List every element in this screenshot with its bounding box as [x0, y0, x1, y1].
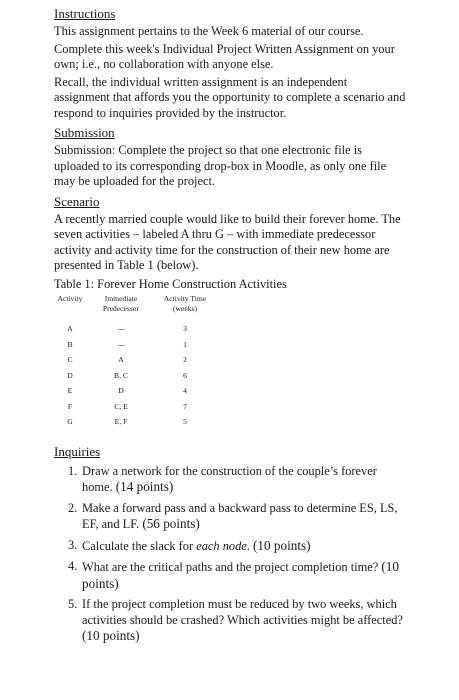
- item-number: 5.: [68, 597, 78, 611]
- item-text: Calculate the slack for: [82, 538, 197, 553]
- cell-activity: E: [67, 386, 73, 395]
- instructions-heading: Instructions: [54, 6, 116, 21]
- list-item: [54, 464, 406, 496]
- submission-heading: Submission: [54, 125, 115, 140]
- cell-activity: F: [67, 401, 73, 411]
- cell-predecessor: C, E: [114, 401, 128, 411]
- cell-predecessor: A: [118, 355, 124, 364]
- cell-activity: A: [67, 324, 73, 333]
- item-number: 3.: [68, 537, 78, 552]
- cell-time: 7: [183, 401, 187, 411]
- scenario-heading: Scenario: [54, 193, 100, 209]
- col-header-predecessor-line1: Immediate: [104, 294, 138, 303]
- cell-activity: D: [67, 370, 73, 380]
- instructions-paragraph-1: This assignment pertains to the Week 6 material of our course.: [54, 24, 364, 38]
- table-row: [54, 337, 214, 353]
- cell-activity: C: [67, 355, 73, 364]
- col-header-activity-time: [156, 294, 214, 313]
- table-caption: Table 1: Forever Home Construction Activities: [54, 276, 287, 291]
- col-header-activity: Activity: [57, 294, 83, 303]
- cell-time: 2: [183, 355, 187, 364]
- table-row: [54, 414, 214, 430]
- instructions-paragraph-3: Recall, the individual written assignment is an independent assignment that affords you the opportunity to complete a scenario and respond to inquiries provided by the instructor.: [54, 74, 406, 120]
- item-text: Draw a network for the construction of the couple’s forever home.: [82, 463, 377, 494]
- item-points: (10 points): [82, 628, 140, 643]
- cell-predecessor: E, F: [114, 417, 128, 426]
- col-header-predecessor-line2: Predecessor: [102, 303, 140, 313]
- col-header-time-line2: (weeks): [172, 303, 198, 313]
- item-points: (56 points): [142, 516, 200, 531]
- submission-paragraph: Submission: Complete the project so that one electronic file is uploaded to its corresponding drop-box in Moodle, as only one file may be uploaded for the project.: [54, 143, 387, 188]
- list-item: [54, 597, 406, 645]
- col-header-time-line1: Activity Time: [163, 294, 207, 303]
- inquiries-heading: Inquiries: [54, 443, 101, 459]
- cell-predecessor: ---: [117, 324, 125, 333]
- table-row: [54, 383, 214, 399]
- cell-predecessor: ---: [117, 339, 125, 349]
- cell-time: 4: [183, 386, 187, 395]
- table-row: [54, 321, 214, 337]
- table-row: [54, 399, 214, 415]
- col-header-predecessor: [86, 294, 156, 313]
- item-emphasis: each node: [196, 538, 247, 553]
- scenario-paragraph: A recently married couple would like to build their forever home. The seven activities – labeled A thru G – with immediate predecessor activity and activity time for the construction of their new home are presented in Table 1 (below).: [54, 211, 401, 272]
- cell-predecessor: B, C: [114, 370, 128, 380]
- cell-time: 5: [183, 417, 187, 426]
- item-points: (10 points): [82, 559, 399, 591]
- list-item: [54, 501, 406, 533]
- cell-predecessor: D: [118, 386, 124, 395]
- item-number: 2.: [68, 500, 78, 515]
- table-row: [54, 368, 214, 384]
- table-row: [54, 352, 214, 368]
- assignment-document: [54, 6, 406, 650]
- item-text-after: .: [246, 538, 254, 553]
- item-text: If the project completion must be reduced by two weeks, which activities should be crashed? Which activities might be affected?: [82, 597, 403, 627]
- list-item: [54, 559, 406, 592]
- item-number: 4.: [68, 559, 78, 573]
- item-points: (10 points): [253, 537, 311, 553]
- list-item: [54, 538, 406, 555]
- item-number: 1.: [68, 463, 78, 478]
- instructions-paragraph-2: Complete this week's Individual Project Written Assignment on your own; i.e., no collaboration with anyone else.: [54, 41, 395, 71]
- cell-activity: G: [67, 417, 73, 426]
- cell-activity: B: [67, 339, 73, 349]
- cell-time: 6: [183, 370, 187, 380]
- item-points: (14 points): [115, 479, 174, 494]
- inquiries-list: [54, 464, 406, 645]
- cell-time: 3: [183, 324, 187, 333]
- item-text: Make a forward pass and a backward pass to determine ES, LS, EF, and LF.: [82, 500, 398, 531]
- activities-table: [54, 294, 214, 430]
- item-text: What are the critical paths and the project completion time?: [82, 560, 382, 574]
- cell-time: 1: [183, 339, 187, 349]
- table-header-row: [54, 294, 214, 313]
